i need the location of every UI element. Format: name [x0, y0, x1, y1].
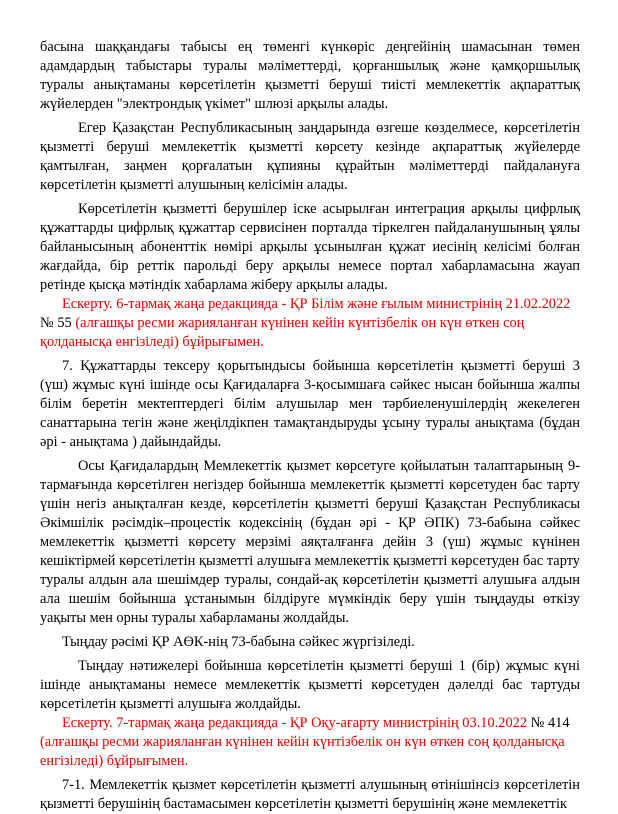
paragraph-item-7: 7. Құжаттарды тексеру қорытындысы бойынша көрсетілетін қызметті беруші 3 (үш) жұмыс күні ішінде осы Қағидаларға 3-қосымшаға сәйкес нысан бойынша жалпы білім беретін мектептердегі білім алушылар мен тәрбиеленушілердің жекелеген санаттарына тегін және жеңілдікпен тамақтандыруды ұсыну туралы анықтама (бұдан әрі - анықтама ) дайындайды.: [40, 358, 580, 450]
amendment-note-7-text-a: Ескерту. 7-тармақ жаңа редакцияда - ҚР Оқу-ағарту министрінің 03.10.2022: [62, 715, 531, 731]
document-page: [40, 38, 580, 814]
amendment-note-7-text-b: (алғашқы ресми жарияланған күнінен кейін күнтізбелік он күн өткен соң қолданысқа енгізіледі) бұйрығымен.: [40, 734, 565, 769]
paragraph-hearing-procedure: Тыңдау рәсімі ҚР АӨК-нің 73-бабына сәйкес жүргізіледі.: [62, 634, 415, 650]
paragraph-digital-documents: Көрсетілетін қызметті берушілер іске асырылған интеграция арқылы цифрлық құжаттарды цифрлық құжаттар сервисінен порталда тіркелген пайдаланушының ұялы байланысының абоненттік нөмірі арқылы ұсынылған құжат иесінің келісімі болған жағдайда, бір реттік парольді беру арқылы немесе портал хабарламасына жауап ретінде қысқа мәтіндік хабарлама жіберу арқылы алады.: [40, 201, 580, 293]
paragraph-item-7-1: 7-1. Мемлекеттік қызмет көрсетілетін қызметті алушының өтінішінсіз көрсетілетін қызметті берушінің бастамасымен көрсетілетін қызметті берушінің және мемлекеттік: [40, 777, 580, 812]
amendment-note-7: [40, 714, 580, 771]
amendment-note-6-number: № 55: [40, 315, 72, 331]
amendment-note-6-text-b: (алғашқы ресми жарияланған күнінен кейін күнтізбелік он күн өткен соң қолданысқа енгізіледі) бұйрығымен.: [40, 315, 525, 350]
amendment-note-6-text-a: Ескерту. 6-тармақ жаңа редакцияда - ҚР Білім және ғылым министрінің 21.02.2022: [62, 296, 571, 312]
paragraph-income-info: басына шаққандағы табысы ең төменгі күнкөріс деңгейінің шамасынан төмен адамдардың табыстары туралы мәліметтерді, қорғаншылық және қамқоршылық туралы анықтаманы көрсетілетін қызметті беруші тиісті мемлекеттік ақпараттық жүйелерден "электрондық үкімет" шлюзі арқылы алады.: [40, 39, 580, 112]
paragraph-hearing-results: Тыңдау нәтижелері бойынша көрсетілетін қызметті беруші 1 (бір) жұмыс күні ішінде анықтаманы немесе мемлекеттік қызметті көрсетуден дәлелді бас тартуды көрсетілетін қызметті алушыға жолдайды.: [40, 658, 580, 712]
paragraph-refusal-grounds: Осы Қағидалардың Мемлекеттік қызмет көрсетуге қойылатын талаптарының 9-тармағында көрсетілген негіздер бойынша мемлекеттік қызметті көрсетуден бас тарту үшін негіз анықталған кезде, көрсетілетін қызметті беруші Қазақстан Республикасы Әкімшілік рәсімдік–процестік кодексінің (бұдан әрі - ҚР ӘПК) 73-бабына сәйкес мемлекеттік қызметті көрсету мерзімі аяқталғанға дейін 3 (үш) жұмыс күнінен кешіктірмей көрсетілетін қызметті алушыға мемлекеттік қызметті көрсетуден бас тарту туралы алдын ала шешімдер туралы, сондай-ақ көрсетілетін қызметті алушыға алдын ала шешім бойынша ұстанымын білдіруге мүмкіндік беру үшін тыңдауды өткізу уақыты мен орны туралы хабарламаны жолдайды.: [40, 458, 580, 626]
amendment-note-6: [40, 295, 580, 352]
amendment-note-7-number: № 414: [530, 715, 570, 731]
paragraph-consent: Егер Қазақстан Республикасының заңдарында өзгеше көзделмесе, көрсетілетін қызметті беруші мемлекеттік қызметті көрсету кезінде ақпараттық жүйелерде қамтылған, заңмен қорғалатын құпияны құрайтын мәліметтерді пайдалануға көрсетілетін қызметті алушының келісімін алады.: [40, 120, 580, 193]
